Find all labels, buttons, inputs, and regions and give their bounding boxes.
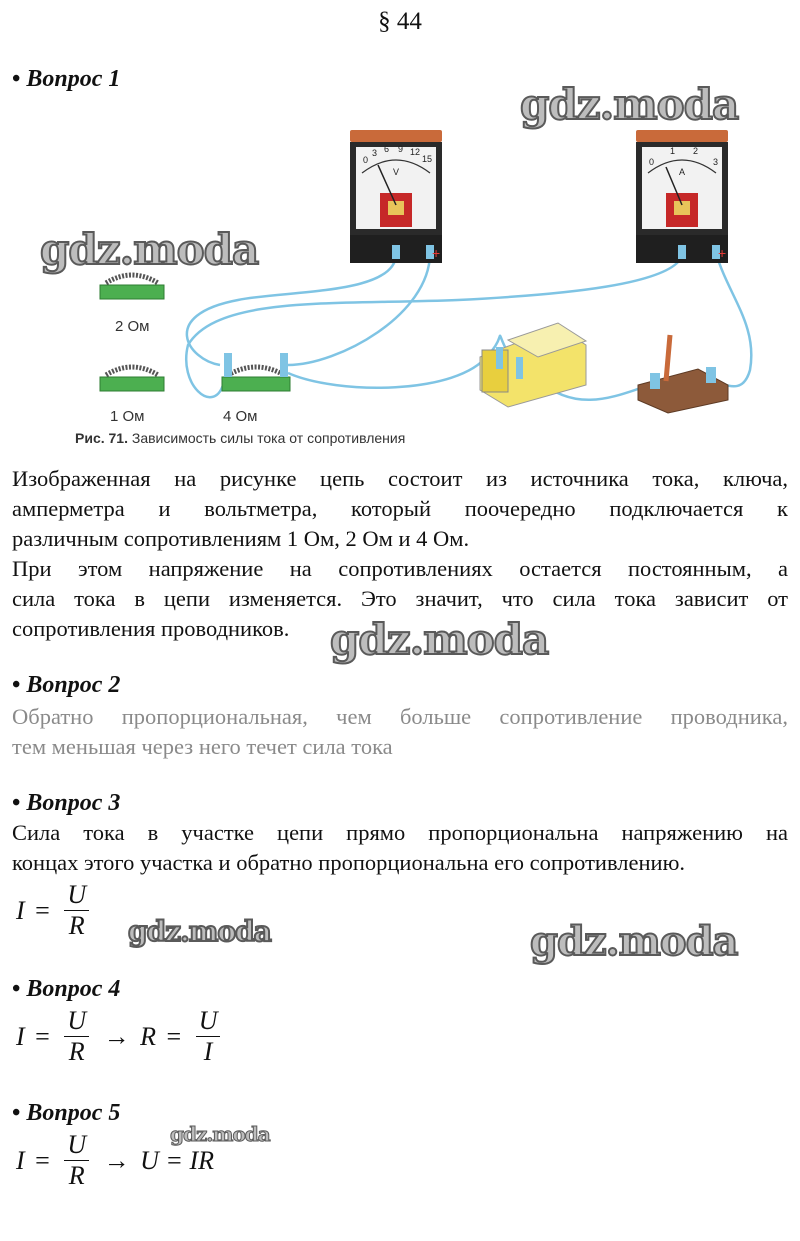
ammeter-tick-2: 2	[693, 146, 699, 156]
wire-voltmeter-plus	[288, 253, 430, 365]
wire-ammeter-minus	[186, 253, 683, 397]
answer-1-line-6: сопротивления проводников.	[12, 616, 290, 641]
circuit-figure	[38, 95, 760, 453]
formula-4-den: R	[68, 1037, 85, 1066]
label-2-ohm: 2 Ом	[115, 318, 150, 335]
ammeter-tick-3: 3	[713, 157, 719, 167]
label-1-ohm: 1 Ом	[110, 408, 145, 425]
formula-4-num: U	[64, 1006, 89, 1037]
formula-4-lhs: I	[16, 1021, 25, 1051]
ammeter-plus: +	[718, 245, 727, 261]
formula-4-lhs2: R	[140, 1021, 157, 1051]
formula-5-rhs: U = IR	[140, 1145, 214, 1175]
voltmeter-unit: V	[393, 167, 400, 177]
power-source	[480, 323, 586, 407]
caption-number: Рис. 71.	[75, 430, 128, 446]
figure-caption	[75, 430, 405, 446]
question-5-title: • Вопрос 5	[12, 1100, 121, 1126]
resistor-4-ohm	[222, 353, 290, 425]
formula-5-fraction	[64, 1130, 89, 1191]
formula-4-fraction-2	[196, 1006, 221, 1067]
formula-4-eq2: =	[166, 1021, 182, 1051]
formula-3-lhs: I	[16, 895, 25, 925]
voltmeter-plus: +	[432, 245, 441, 261]
voltmeter-tick-1: 3	[372, 148, 378, 158]
answer-2	[12, 702, 788, 762]
switch-key	[638, 335, 728, 413]
formula-4-eq: =	[35, 1021, 50, 1051]
formula-5-lhs: I	[16, 1145, 25, 1175]
answer-2-line-2: тем меньшая через него течет сила тока	[12, 734, 393, 759]
formula-3-num: U	[64, 880, 89, 911]
formula-4-arrow: →	[103, 1021, 130, 1051]
formula-3-fraction	[64, 880, 89, 941]
watermark: gdz.moda	[530, 918, 738, 965]
voltmeter-tick-3: 9	[398, 144, 404, 154]
answer-3-line-2: концах этого участка и обратно пропорциональна его сопротивлению.	[12, 850, 686, 875]
wire-ammeter-plus	[708, 253, 751, 386]
formula-5-den: R	[68, 1161, 85, 1190]
watermark: gdz.moda	[520, 80, 739, 129]
caption-text: Зависимость силы тока от сопротивления	[131, 430, 406, 446]
formula-4-num2: U	[196, 1006, 221, 1037]
formula-4	[16, 1006, 224, 1067]
question-1-title: • Вопрос 1	[12, 66, 121, 92]
question-2-title: • Вопрос 2	[12, 672, 121, 698]
formula-3-den: R	[68, 911, 85, 940]
answer-1-line-1: Изображенная на рисунке цепь состоит из источника тока, ключа,	[12, 466, 788, 491]
voltmeter-tick-2: 6	[384, 144, 390, 154]
section-title: § 44	[378, 8, 422, 35]
ammeter-unit: A	[679, 167, 686, 177]
formula-4-fraction-1	[64, 1006, 89, 1067]
resistor-1-ohm	[100, 367, 164, 425]
question-4-title: • Вопрос 4	[12, 976, 121, 1002]
formula-5-num: U	[64, 1130, 89, 1161]
circuit-diagram	[38, 95, 760, 453]
watermark: gdz.moda	[330, 615, 549, 664]
watermark: gdz.moda	[170, 1122, 270, 1146]
ammeter-tick-0: 0	[649, 157, 655, 167]
resistor-2-ohm	[100, 275, 164, 335]
formula-5-arrow: →	[103, 1145, 130, 1175]
voltmeter-tick-4: 12	[410, 147, 421, 157]
answer-3-line-1: Сила тока в участке цепи прямо пропорциональна напряжению на	[12, 820, 788, 845]
watermark: gdz.moda	[128, 915, 271, 948]
answer-1-line-2: амперметра и вольтметра, который поочередно подключается к	[12, 496, 788, 521]
question-3-title: • Вопрос 3	[12, 790, 121, 816]
formula-4-den2: I	[203, 1037, 213, 1066]
voltmeter	[350, 130, 442, 263]
formula-3-eq: =	[35, 895, 50, 925]
answer-3	[12, 818, 788, 878]
formula-3	[16, 880, 93, 941]
answer-1-line-3: различным сопротивлениям 1 Ом, 2 Ом и 4 Ом.	[12, 526, 470, 551]
watermark: gdz.moda	[40, 225, 259, 274]
answer-1-line-5: сила тока в цепи изменяется. Это значит, что сила тока зависит от	[12, 586, 788, 611]
voltmeter-tick-0: 0	[363, 155, 369, 165]
wire-source	[288, 336, 508, 388]
answer-2-line-1: Обратно пропорциональная, чем больше сопротивление проводника,	[12, 704, 788, 729]
formula-5-eq: =	[35, 1145, 50, 1175]
voltmeter-tick-5: 15	[422, 154, 433, 164]
ammeter-tick-1: 1	[670, 146, 676, 156]
answer-1-line-4: При этом напряжение на сопротивлениях остается постоянным, а	[12, 556, 788, 581]
label-4-ohm: 4 Ом	[223, 408, 258, 425]
ammeter	[636, 130, 728, 263]
